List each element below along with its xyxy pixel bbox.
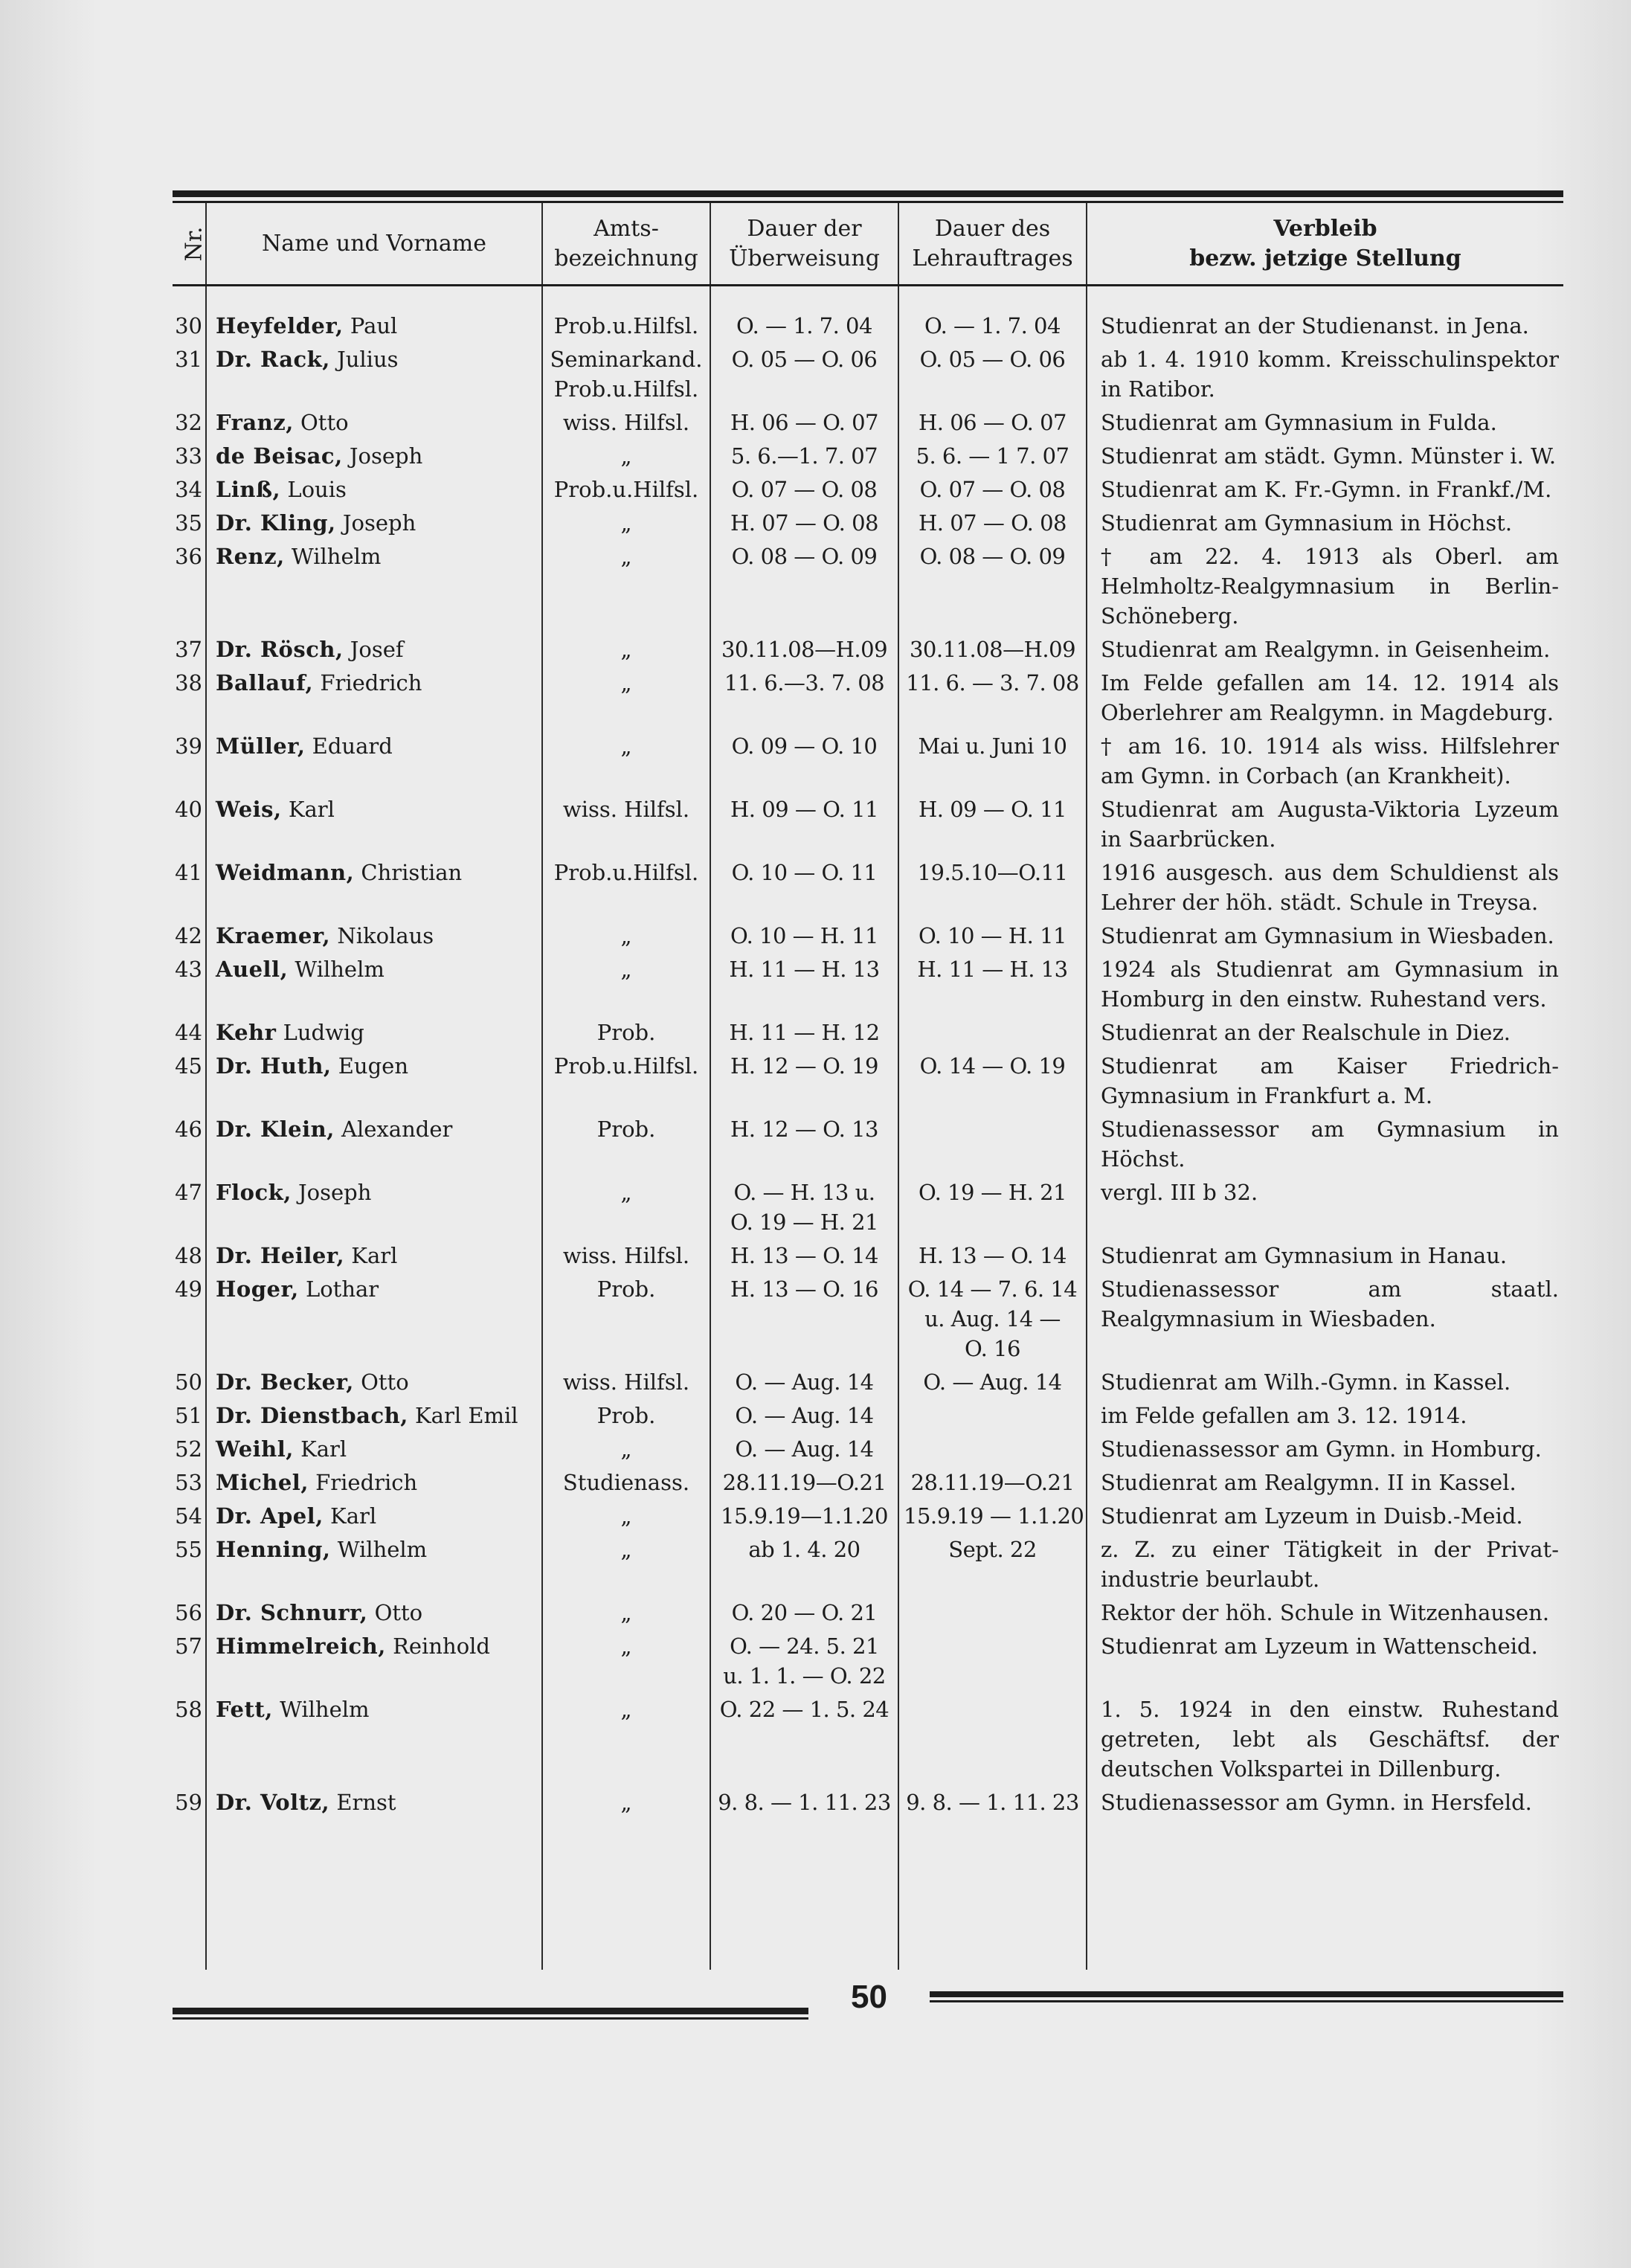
- surname: Dr. Becker,: [216, 1369, 354, 1395]
- row-ueberweisung: 30.11.08—H.09: [710, 635, 898, 668]
- row-name: [206, 542, 542, 635]
- row-verbleib: Studienrat am Lyzeum in Duisb.-Meid.: [1101, 1503, 1523, 1529]
- row-verbleib: Rektor der höh. Schule in Witzenhausen.: [1101, 1600, 1550, 1625]
- table-row: [173, 954, 1563, 1018]
- row-verbleib: Studienrat an der Studienanst. in Jena.: [1101, 313, 1529, 338]
- row-amt: wiss. Hilfsl.: [542, 408, 710, 441]
- table-row: [173, 1468, 1563, 1501]
- row-amt: „: [542, 1631, 710, 1694]
- given-name: Karl: [300, 1436, 347, 1462]
- row-lehrauftrag: [898, 1694, 1087, 1787]
- row-lehrauftrag: O. 07 — O. 08: [898, 475, 1087, 508]
- row-name: [206, 731, 542, 794]
- given-name: Joseph: [298, 1180, 372, 1205]
- row-name: [206, 1535, 542, 1598]
- row-name: [206, 1178, 542, 1241]
- page-number: 50: [851, 1979, 887, 2015]
- row-amt: Seminarkand. Prob.u.Hilfsl.: [542, 344, 710, 408]
- row-verbleib: Studienrat am städt. Gymn. Münster i. W.: [1101, 443, 1557, 469]
- row-lehrauftrag: [898, 1598, 1087, 1631]
- row-number: 31: [173, 344, 206, 408]
- row-verbleib: Studienrat am Gymnasium in Wiesbaden.: [1101, 923, 1554, 948]
- row-number: 34: [173, 475, 206, 508]
- surname: Linß,: [216, 477, 281, 502]
- table-row: [173, 794, 1563, 858]
- teacher-roster-table: [173, 203, 1563, 1970]
- row-number: 49: [173, 1274, 206, 1367]
- row-lehrauftrag: O. 14 — O. 19: [898, 1051, 1087, 1114]
- table-row: [173, 635, 1563, 668]
- table-row: [173, 1401, 1563, 1434]
- row-name: [206, 475, 542, 508]
- row-verbleib: Studienrat am Gymnasium in Hanau.: [1101, 1243, 1508, 1268]
- row-verbleib: im Felde gefallen am 3. 12. 1914.: [1101, 1403, 1467, 1428]
- surname: Dr. Voltz,: [216, 1790, 330, 1815]
- header-ueberweisung: Dauer der Überweisung: [710, 203, 898, 284]
- row-verbleib: vergl. III b 32.: [1101, 1180, 1258, 1205]
- row-verbleib: Studienrat an der Realschule in Diez.: [1101, 1020, 1511, 1045]
- surname: Ballauf,: [216, 670, 314, 696]
- row-lehrauftrag: Mai u. Juni 10: [898, 731, 1087, 794]
- row-name: [206, 1367, 542, 1401]
- row-lehrauftrag: [898, 1434, 1087, 1468]
- row-amt: „: [542, 1787, 710, 1821]
- row-number: 32: [173, 408, 206, 441]
- row-name: [206, 1787, 542, 1821]
- row-ueberweisung: O. — 24. 5. 21 u. 1. 1. — O. 22: [710, 1631, 898, 1694]
- row-ueberweisung: H. 11 — H. 13: [710, 954, 898, 1018]
- surname: Dr. Heiler,: [216, 1243, 345, 1268]
- given-name: Alexander: [341, 1117, 453, 1142]
- row-name: [206, 794, 542, 858]
- row-ueberweisung: O. 07 — O. 08: [710, 475, 898, 508]
- surname: Kehr: [216, 1020, 277, 1045]
- row-ueberweisung: O. — Aug. 14: [710, 1367, 898, 1401]
- row-number: 47: [173, 1178, 206, 1241]
- row-name: [206, 1018, 542, 1051]
- row-ueberweisung: 11. 6.—3. 7. 08: [710, 668, 898, 731]
- row-amt: wiss. Hilfsl.: [542, 1367, 710, 1401]
- row-lehrauftrag: 9. 8. — 1. 11. 23: [898, 1787, 1087, 1821]
- row-number: 33: [173, 441, 206, 475]
- row-amt: Prob.u.Hilfsl.: [542, 1051, 710, 1114]
- surname: Henning,: [216, 1537, 331, 1562]
- row-amt: „: [542, 441, 710, 475]
- given-name: Karl: [288, 797, 335, 822]
- row-name: [206, 858, 542, 921]
- surname: Franz,: [216, 410, 294, 435]
- table-row: [173, 1051, 1563, 1114]
- row-amt: „: [542, 668, 710, 731]
- row-ueberweisung: H. 11 — H. 12: [710, 1018, 898, 1051]
- table-row: [173, 1434, 1563, 1468]
- surname: Michel,: [216, 1470, 309, 1495]
- given-name: Friedrich: [320, 670, 422, 696]
- row-ueberweisung: O. — H. 13 u. O. 19 — H. 21: [710, 1178, 898, 1241]
- row-name: [206, 1501, 542, 1535]
- surname: Heyfelder,: [216, 313, 344, 338]
- table-header: [173, 203, 1563, 284]
- surname: Kraemer,: [216, 923, 331, 948]
- row-ueberweisung: O. 09 — O. 10: [710, 731, 898, 794]
- given-name: Friedrich: [315, 1470, 418, 1495]
- table-row: [173, 542, 1563, 635]
- row-amt: Prob.: [542, 1114, 710, 1178]
- row-verbleib: Studienassessor am staatl. Realgymnasium in Wiesbaden.: [1101, 1276, 1559, 1331]
- row-ueberweisung: O. — 1. 7. 04: [710, 284, 898, 344]
- row-amt: „: [542, 542, 710, 635]
- row-verbleib: Studienrat am Kaiser Friedrich-Gymnasium in Frankfurt a. M.: [1101, 1053, 1559, 1108]
- row-verbleib: Studienassessor am Gymnasium in Höchst.: [1101, 1117, 1559, 1172]
- table-row: [173, 731, 1563, 794]
- given-name: Wilhelm: [295, 957, 385, 982]
- row-number: 37: [173, 635, 206, 668]
- row-ueberweisung: H. 09 — O. 11: [710, 794, 898, 858]
- row-lehrauftrag: O. 05 — O. 06: [898, 344, 1087, 408]
- given-name: Karl Emil: [415, 1403, 518, 1428]
- given-name: Louis: [287, 477, 347, 502]
- table-row: [173, 1787, 1563, 1821]
- given-name: Ludwig: [283, 1020, 364, 1045]
- row-lehrauftrag: Sept. 22: [898, 1535, 1087, 1598]
- row-ueberweisung: H. 13 — O. 16: [710, 1274, 898, 1367]
- row-verbleib: Im Felde gefallen am 14. 12. 1914 als Oberlehrer am Realgymn. in Magdeburg.: [1101, 670, 1559, 725]
- row-ueberweisung: H. 06 — O. 07: [710, 408, 898, 441]
- table-row: [173, 1178, 1563, 1241]
- row-ueberweisung: 9. 8. — 1. 11. 23: [710, 1787, 898, 1821]
- row-verbleib: Studienrat am K. Fr.-Gymn. in Frankf./M.: [1101, 477, 1552, 502]
- row-name: [206, 408, 542, 441]
- given-name: Joseph: [342, 510, 416, 536]
- table-row: [173, 1535, 1563, 1598]
- given-name: Paul: [350, 313, 398, 338]
- table-row: [173, 1114, 1563, 1178]
- row-verbleib: ab 1. 4. 1910 komm. Kreisschulinspektor in Ratibor.: [1101, 347, 1559, 402]
- given-name: Wilhelm: [280, 1697, 370, 1722]
- row-number: 30: [173, 284, 206, 344]
- row-ueberweisung: H. 12 — O. 13: [710, 1114, 898, 1178]
- table-row: [173, 475, 1563, 508]
- surname: Dr. Klein,: [216, 1117, 335, 1142]
- row-lehrauftrag: O. 08 — O. 09: [898, 542, 1087, 635]
- row-amt: „: [542, 731, 710, 794]
- given-name: Josef: [350, 637, 404, 662]
- surname: Renz,: [216, 544, 285, 569]
- top-rule-thick: [173, 190, 1563, 197]
- row-number: 51: [173, 1401, 206, 1434]
- row-verbleib: 1916 ausgesch. aus dem Schuldienst als Lehrer der höh. städt. Schule in Treysa.: [1101, 860, 1559, 915]
- row-number: 48: [173, 1241, 206, 1274]
- row-lehrauftrag: H. 11 — H. 13: [898, 954, 1087, 1018]
- row-name: [206, 508, 542, 542]
- given-name: Christian: [361, 860, 463, 885]
- header-nr: Nr.: [173, 203, 206, 284]
- row-amt: Prob.: [542, 1018, 710, 1051]
- row-verbleib: † am 16. 10. 1914 als wiss. Hilfslehrer am Gymn. in Corbach (an Krankheit).: [1101, 733, 1559, 788]
- given-name: Eugen: [338, 1053, 408, 1079]
- surname: Flock,: [216, 1180, 292, 1205]
- surname: Fett,: [216, 1697, 273, 1722]
- row-name: [206, 921, 542, 954]
- row-number: 36: [173, 542, 206, 635]
- row-verbleib: Studienrat am Gymnasium in Höchst.: [1101, 510, 1513, 536]
- surname: Dr. Kling,: [216, 510, 336, 536]
- row-name: [206, 1401, 542, 1434]
- row-verbleib: Studienrat am Wilh.-Gymn. in Kassel.: [1101, 1369, 1511, 1395]
- row-lehrauftrag: [898, 1114, 1087, 1178]
- given-name: Nikolaus: [337, 923, 434, 948]
- row-ueberweisung: O. 10 — O. 11: [710, 858, 898, 921]
- row-number: 59: [173, 1787, 206, 1821]
- row-number: 58: [173, 1694, 206, 1787]
- table-row: [173, 408, 1563, 441]
- row-lehrauftrag: [898, 1401, 1087, 1434]
- row-verbleib: Studienrat am Lyzeum in Wattenscheid.: [1101, 1633, 1538, 1659]
- row-amt: „: [542, 1434, 710, 1468]
- row-name: [206, 1598, 542, 1631]
- header-name: Name und Vorname: [206, 203, 542, 284]
- row-number: 40: [173, 794, 206, 858]
- table-row: [173, 1694, 1563, 1787]
- row-ueberweisung: O. 22 — 1. 5. 24: [710, 1694, 898, 1787]
- surname: Weis,: [216, 797, 282, 822]
- footer-rule-left-thin: [173, 2017, 808, 2020]
- surname: Müller,: [216, 733, 306, 759]
- row-name: [206, 954, 542, 1018]
- surname: Dr. Huth,: [216, 1053, 332, 1079]
- row-number: 42: [173, 921, 206, 954]
- row-lehrauftrag: [898, 1631, 1087, 1694]
- row-number: 53: [173, 1468, 206, 1501]
- row-lehrauftrag: O. — 1. 7. 04: [898, 284, 1087, 344]
- row-name: [206, 1241, 542, 1274]
- surname: Weidmann,: [216, 860, 355, 885]
- row-verbleib: Studienassessor am Gymn. in Homburg.: [1101, 1436, 1542, 1462]
- row-amt: Prob.u.Hilfsl.: [542, 475, 710, 508]
- row-lehrauftrag: H. 06 — O. 07: [898, 408, 1087, 441]
- row-verbleib: Studienassessor am Gymn. in Hersfeld.: [1101, 1790, 1532, 1815]
- row-name: [206, 1694, 542, 1787]
- row-name: [206, 1274, 542, 1367]
- row-ueberweisung: O. 08 — O. 09: [710, 542, 898, 635]
- row-verbleib: † am 22. 4. 1913 als Oberl. am Helmholtz-Realgymnasium in Berlin-Schöneberg.: [1101, 544, 1559, 629]
- row-lehrauftrag: O. — Aug. 14: [898, 1367, 1087, 1401]
- surname: Himmelreich,: [216, 1633, 386, 1659]
- row-name: [206, 1114, 542, 1178]
- row-ueberweisung: 5. 6.—1. 7. 07: [710, 441, 898, 475]
- row-lehrauftrag: H. 09 — O. 11: [898, 794, 1087, 858]
- row-ueberweisung: O. 05 — O. 06: [710, 344, 898, 408]
- row-name: [206, 284, 542, 344]
- row-amt: „: [542, 1178, 710, 1241]
- table-row: [173, 1274, 1563, 1367]
- row-name: [206, 1468, 542, 1501]
- row-lehrauftrag: 15.9.19 — 1.1.20: [898, 1501, 1087, 1535]
- row-verbleib: z. Z. zu einer Tätigkeit in der Privat-industrie beurlaubt.: [1101, 1537, 1559, 1592]
- row-name: [206, 1434, 542, 1468]
- row-number: 35: [173, 508, 206, 542]
- row-name: [206, 1051, 542, 1114]
- row-verbleib: 1. 5. 1924 in den einstw. Ruhestand getreten, lebt als Geschäftsf. der deutschen Volkspartei in Dillenburg.: [1101, 1697, 1559, 1782]
- row-lehrauftrag: H. 13 — O. 14: [898, 1241, 1087, 1274]
- row-ueberweisung: H. 12 — O. 19: [710, 1051, 898, 1114]
- header-verbleib: Verbleib bezw. jetzige Stellung: [1189, 215, 1461, 272]
- row-ueberweisung: O. — Aug. 14: [710, 1434, 898, 1468]
- surname: de Beisac,: [216, 443, 343, 469]
- row-amt: Prob.: [542, 1401, 710, 1434]
- row-amt: „: [542, 1501, 710, 1535]
- row-number: 39: [173, 731, 206, 794]
- row-amt: wiss. Hilfsl.: [542, 794, 710, 858]
- row-amt: „: [542, 635, 710, 668]
- row-name: [206, 1631, 542, 1694]
- row-name: [206, 635, 542, 668]
- row-ueberweisung: 28.11.19—O.21: [710, 1468, 898, 1501]
- table-row: [173, 858, 1563, 921]
- row-number: 50: [173, 1367, 206, 1401]
- row-verbleib: Studienrat am Augusta-Viktoria Lyzeum in Saarbrücken.: [1101, 797, 1559, 852]
- row-name: [206, 344, 542, 408]
- row-ueberweisung: H. 07 — O. 08: [710, 508, 898, 542]
- row-lehrauftrag: 11. 6. — 3. 7. 08: [898, 668, 1087, 731]
- given-name: Eduard: [312, 733, 393, 759]
- row-number: 54: [173, 1501, 206, 1535]
- table-row: [173, 508, 1563, 542]
- row-lehrauftrag: 5. 6. — 1 7. 07: [898, 441, 1087, 475]
- row-amt: Prob.: [542, 1274, 710, 1367]
- row-lehrauftrag: O. 10 — H. 11: [898, 921, 1087, 954]
- row-verbleib: Studienrat am Realgymn. in Geisenheim.: [1101, 637, 1551, 662]
- row-number: 45: [173, 1051, 206, 1114]
- row-number: 56: [173, 1598, 206, 1631]
- row-lehrauftrag: 28.11.19—O.21: [898, 1468, 1087, 1501]
- row-lehrauftrag: [898, 1018, 1087, 1051]
- given-name: Ernst: [336, 1790, 396, 1815]
- row-amt: „: [542, 1694, 710, 1787]
- surname: Dr. Schnurr,: [216, 1600, 368, 1625]
- given-name: Wilhelm: [291, 544, 382, 569]
- row-amt: „: [542, 921, 710, 954]
- row-amt: wiss. Hilfsl.: [542, 1241, 710, 1274]
- given-name: Otto: [300, 410, 349, 435]
- row-lehrauftrag: O. 14 — 7. 6. 14 u. Aug. 14 — O. 16: [898, 1274, 1087, 1367]
- row-ueberweisung: O. 10 — H. 11: [710, 921, 898, 954]
- surname: Auell,: [216, 957, 289, 982]
- table-body: [173, 284, 1563, 1970]
- row-number: 52: [173, 1434, 206, 1468]
- table-row: [173, 284, 1563, 344]
- row-ueberweisung: O. — Aug. 14: [710, 1401, 898, 1434]
- surname: Dr. Rack,: [216, 347, 330, 372]
- row-amt: „: [542, 954, 710, 1018]
- row-verbleib: 1924 als Studienrat am Gymnasium in Homburg in den einstw. Ruhestand vers.: [1101, 957, 1559, 1012]
- row-ueberweisung: O. 20 — O. 21: [710, 1598, 898, 1631]
- given-name: Wilhelm: [337, 1537, 428, 1562]
- given-name: Karl: [330, 1503, 377, 1529]
- footer-rule-left: [173, 2008, 808, 2014]
- row-amt: „: [542, 1535, 710, 1598]
- surname: Dr. Rösch,: [216, 637, 344, 662]
- given-name: Julius: [337, 347, 399, 372]
- given-name: Otto: [361, 1369, 409, 1395]
- row-amt: „: [542, 1598, 710, 1631]
- row-lehrauftrag: H. 07 — O. 08: [898, 508, 1087, 542]
- table-row: [173, 1501, 1563, 1535]
- row-name: [206, 441, 542, 475]
- surname: Weihl,: [216, 1436, 294, 1462]
- table-row: [173, 441, 1563, 475]
- table-row: [173, 344, 1563, 408]
- row-ueberweisung: H. 13 — O. 14: [710, 1241, 898, 1274]
- table-row: [173, 1598, 1563, 1631]
- row-lehrauftrag: 19.5.10—O.11: [898, 858, 1087, 921]
- table-row: [173, 1367, 1563, 1401]
- footer-rule-right: [930, 1991, 1563, 1997]
- row-number: 46: [173, 1114, 206, 1178]
- row-amt: „: [542, 508, 710, 542]
- row-number: 55: [173, 1535, 206, 1598]
- given-name: Reinhold: [393, 1633, 490, 1659]
- table-row: [173, 668, 1563, 731]
- table-spacer: [173, 1821, 1563, 1970]
- table-row: [173, 921, 1563, 954]
- surname: Dr. Apel,: [216, 1503, 324, 1529]
- row-number: 41: [173, 858, 206, 921]
- row-verbleib: Studienrat am Gymnasium in Fulda.: [1101, 410, 1497, 435]
- row-name: [206, 668, 542, 731]
- header-bottom-rule: [173, 284, 1563, 286]
- table-row: [173, 1018, 1563, 1051]
- row-lehrauftrag: 30.11.08—H.09: [898, 635, 1087, 668]
- header-lehrauftrag: Dauer des Lehrauftrages: [898, 203, 1087, 284]
- footer-rule-right-thin: [930, 2000, 1563, 2002]
- surname: Dr. Dienstbach,: [216, 1403, 408, 1428]
- row-verbleib: Studienrat am Realgymn. II in Kassel.: [1101, 1470, 1516, 1495]
- row-number: 44: [173, 1018, 206, 1051]
- row-number: 57: [173, 1631, 206, 1694]
- row-lehrauftrag: O. 19 — H. 21: [898, 1178, 1087, 1241]
- row-number: 43: [173, 954, 206, 1018]
- row-amt: Studienass.: [542, 1468, 710, 1501]
- table-row: [173, 1631, 1563, 1694]
- given-name: Joseph: [349, 443, 423, 469]
- given-name: Otto: [374, 1600, 423, 1625]
- row-number: 38: [173, 668, 206, 731]
- row-ueberweisung: ab 1. 4. 20: [710, 1535, 898, 1598]
- given-name: Karl: [351, 1243, 398, 1268]
- header-amt: Amts- bezeichnung: [542, 203, 710, 284]
- table-row: [173, 1241, 1563, 1274]
- row-ueberweisung: 15.9.19—1.1.20: [710, 1501, 898, 1535]
- given-name: Lothar: [305, 1276, 379, 1302]
- row-amt: Prob.u.Hilfsl.: [542, 858, 710, 921]
- surname: Hoger,: [216, 1276, 299, 1302]
- row-amt: Prob.u.Hilfsl.: [542, 284, 710, 344]
